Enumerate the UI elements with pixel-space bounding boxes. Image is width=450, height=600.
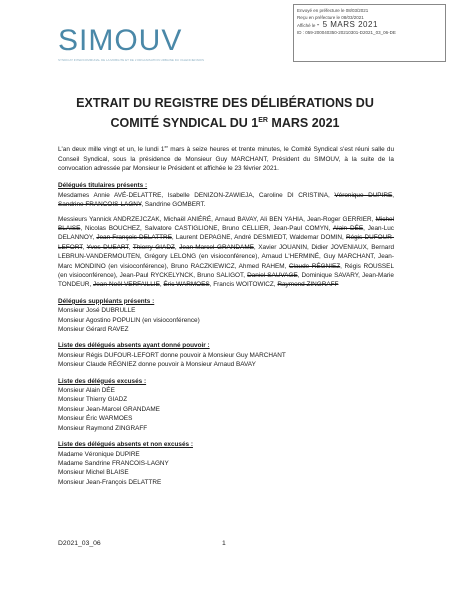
section-excuses — [58, 377, 394, 433]
struck-name: Raymond ZINGRAFF — [277, 281, 339, 289]
list-item: Monsieur Gérard RAVEZ — [58, 326, 129, 334]
text-segment: , — [159, 281, 164, 289]
stamp-posted-date: - 5 MARS 2021 — [316, 21, 378, 29]
list-item: Monsieur Régis DUFOUR-LEFORT donne pouvoir à Monsieur Guy MARCHANT — [58, 351, 286, 359]
struck-name: Thierry GIADZ — [132, 243, 175, 251]
text-segment: Mesdames Annie AVÉ-DELATTRE, Isabelle DENIZON-ZAWIEJA, Caroline DI CRISTINA, — [58, 191, 335, 199]
stamp-line-posted — [297, 21, 442, 29]
stamp-line-id: ID : 059-200040350-20210301-D2021_03_06-DE — [297, 30, 396, 35]
excuses-list — [58, 386, 394, 433]
list-item: Madame Véronique DUPIRE — [58, 450, 140, 458]
title-line-2 — [0, 112, 450, 132]
struck-name: Alain DÉE — [332, 224, 364, 232]
struck-name: Daniel SAUVAGE — [247, 272, 298, 279]
struck-name: Jean-François DELATTRE — [96, 234, 172, 242]
suppleants-list — [58, 306, 394, 334]
section-heading: Liste des délégués absents et non excusés : — [58, 441, 193, 449]
list-item: Monsieur Raymond ZINGRAFF — [58, 424, 148, 432]
pouvoirs-list — [58, 351, 394, 370]
struck-name: Jean-Marcel GRANDAME — [179, 243, 254, 251]
list-item: Monsieur Éric WARMOES — [58, 415, 133, 423]
list-item: Monsieur José DUBRULLE — [58, 307, 136, 315]
text-segment: , — [82, 243, 87, 251]
intro-text-b: mars à seize heures et trente minutes, le Comité Syndical s'est réuni salle du Conseil Syndical, sous la présidence de Monsieur Guy MARCHANT, Président du SIMOUV, à la suite de la convocation adressée par Monsieur le Président et affichée le 23 février 2021. — [58, 146, 395, 172]
footer-reference: D2021_03_06 — [58, 540, 101, 547]
section-heading: Liste des délégués absents ayant donné pouvoir : — [58, 342, 210, 350]
list-item: Monsieur Agostino POPULIN (en visioconférence) — [58, 316, 200, 324]
text-segment: , Laurent DEPAGNE, André DESMIEDT, Waldemar DOMIN, — [171, 234, 347, 242]
stamp-line-sent: Envoyé en préfecture le 08/03/2021 — [297, 8, 369, 13]
section-heading: Délégués suppléants présents : — [58, 297, 155, 305]
intro-sup: er — [164, 144, 169, 149]
text-segment: , Xavier JOUANIN, Didier JOVENIAUX, Bernard LEBRUN-VANDERMOUTEN, Grégory LELONG (en visioconférence), Arnaud L'HERMINÉ, Guy MARCHANT, Jean-Marc MONDINO (en visioconférence), Bruno RACZKIEWICZ, Ahmed RAHEM, — [58, 243, 395, 270]
struck-name: Régis DUFOUR-LEFORT — [58, 234, 395, 251]
text-segment: , Nicolas BOUCHEZ, Salvatore CASTIGLIONE, Bruno CELLIER, Jean-Paul COMYN, — [80, 224, 333, 232]
section-titulaires — [58, 181, 394, 289]
document-body — [58, 142, 394, 494]
section-heading: Liste des délégués excusés : — [58, 377, 147, 385]
logo-text: SIMOUV — [58, 24, 183, 57]
titulaires-mesdames — [58, 191, 394, 210]
text-segment: , — [128, 243, 133, 251]
page-number: 1 — [222, 540, 226, 547]
list-item: Monsieur Claude RÉGNIEZ donne pouvoir à Monsieur Arnaud BAVAY — [58, 361, 256, 369]
document-title — [0, 95, 450, 132]
stamp-line-received: Reçu en préfecture le 08/03/2021 — [297, 15, 364, 20]
list-item: Madame Sandrine FRANCOIS-LAGNY — [58, 459, 169, 467]
title-line-2-sup: ER — [258, 117, 268, 124]
text-segment: , Francis WOITOWICZ, — [209, 281, 278, 289]
text-segment: , — [392, 191, 395, 199]
titulaires-messieurs — [58, 215, 394, 290]
section-pouvoirs — [58, 341, 394, 369]
section-absents — [58, 440, 394, 487]
text-segment: , Dominique SAVARY, Jean-Marie TONDEUR, — [58, 272, 394, 289]
intro-paragraph — [58, 142, 394, 173]
struck-name: Jean-Noël VERFAILLIE — [93, 281, 160, 289]
struck-name: Yves DUEART — [86, 243, 129, 251]
text-segment: , Jean-Luc DELANNOY, — [58, 224, 394, 242]
text-segment: , Sandrine GOMBERT. — [141, 201, 206, 209]
struck-name: Claude RÉGNIEZ — [288, 262, 341, 270]
list-item: Monsieur Jean-Marcel GRANDAME — [58, 405, 160, 413]
intro-text-a: L'an deux mille vingt et un, le lundi 1 — [58, 146, 165, 154]
list-item: Monsieur Alain DÉE — [58, 387, 115, 395]
text-segment: Messieurs Yannick ANDRZEJCZAK, Michaël ANIÉRÉ, Arnaud BAVAY, Ali BEN YAHIA, Jean-Roger GERRIER, — [58, 215, 376, 223]
title-line-2-date: MARS 2021 — [267, 116, 340, 131]
struck-name: Éric WARMOES — [163, 281, 210, 289]
text-segment: , — [174, 243, 180, 251]
text-segment: , Régis ROUSSEL (en visioconférence), Jean-Paul RYCKELYNCK, Bruno SALIGOT, — [58, 262, 394, 279]
list-item: Monsieur Thierry GIADZ — [58, 396, 128, 404]
title-line-1: EXTRAIT DU REGISTRE DES DÉLIBÉRATIONS DU — [76, 96, 374, 110]
title-line-2-text: COMITÉ SYNDICAL DU 1 — [110, 116, 259, 131]
section-heading: Délégués titulaires présents : — [58, 182, 148, 190]
logo-tagline: SYNDICAT INTERCOMMUNAL DE LA MOBILITE ET DE L'ORGANISATION URBAINE DU VALENCIENNOIS — [58, 59, 205, 62]
absents-list — [58, 450, 394, 488]
section-suppleants — [58, 297, 394, 335]
struck-name: Véronique DUPIRE — [334, 191, 393, 199]
list-item: Monsieur Michel BLAISE — [58, 469, 129, 477]
prefecture-stamp — [293, 4, 446, 62]
stamp-posted-label: Affiché le — [297, 23, 316, 28]
struck-name: Sandrine FRANCOIS-LAGNY — [58, 201, 142, 209]
struck-name: Michel BLAISE — [58, 215, 394, 232]
list-item: Monsieur Jean-François DELATTRE — [58, 478, 162, 486]
